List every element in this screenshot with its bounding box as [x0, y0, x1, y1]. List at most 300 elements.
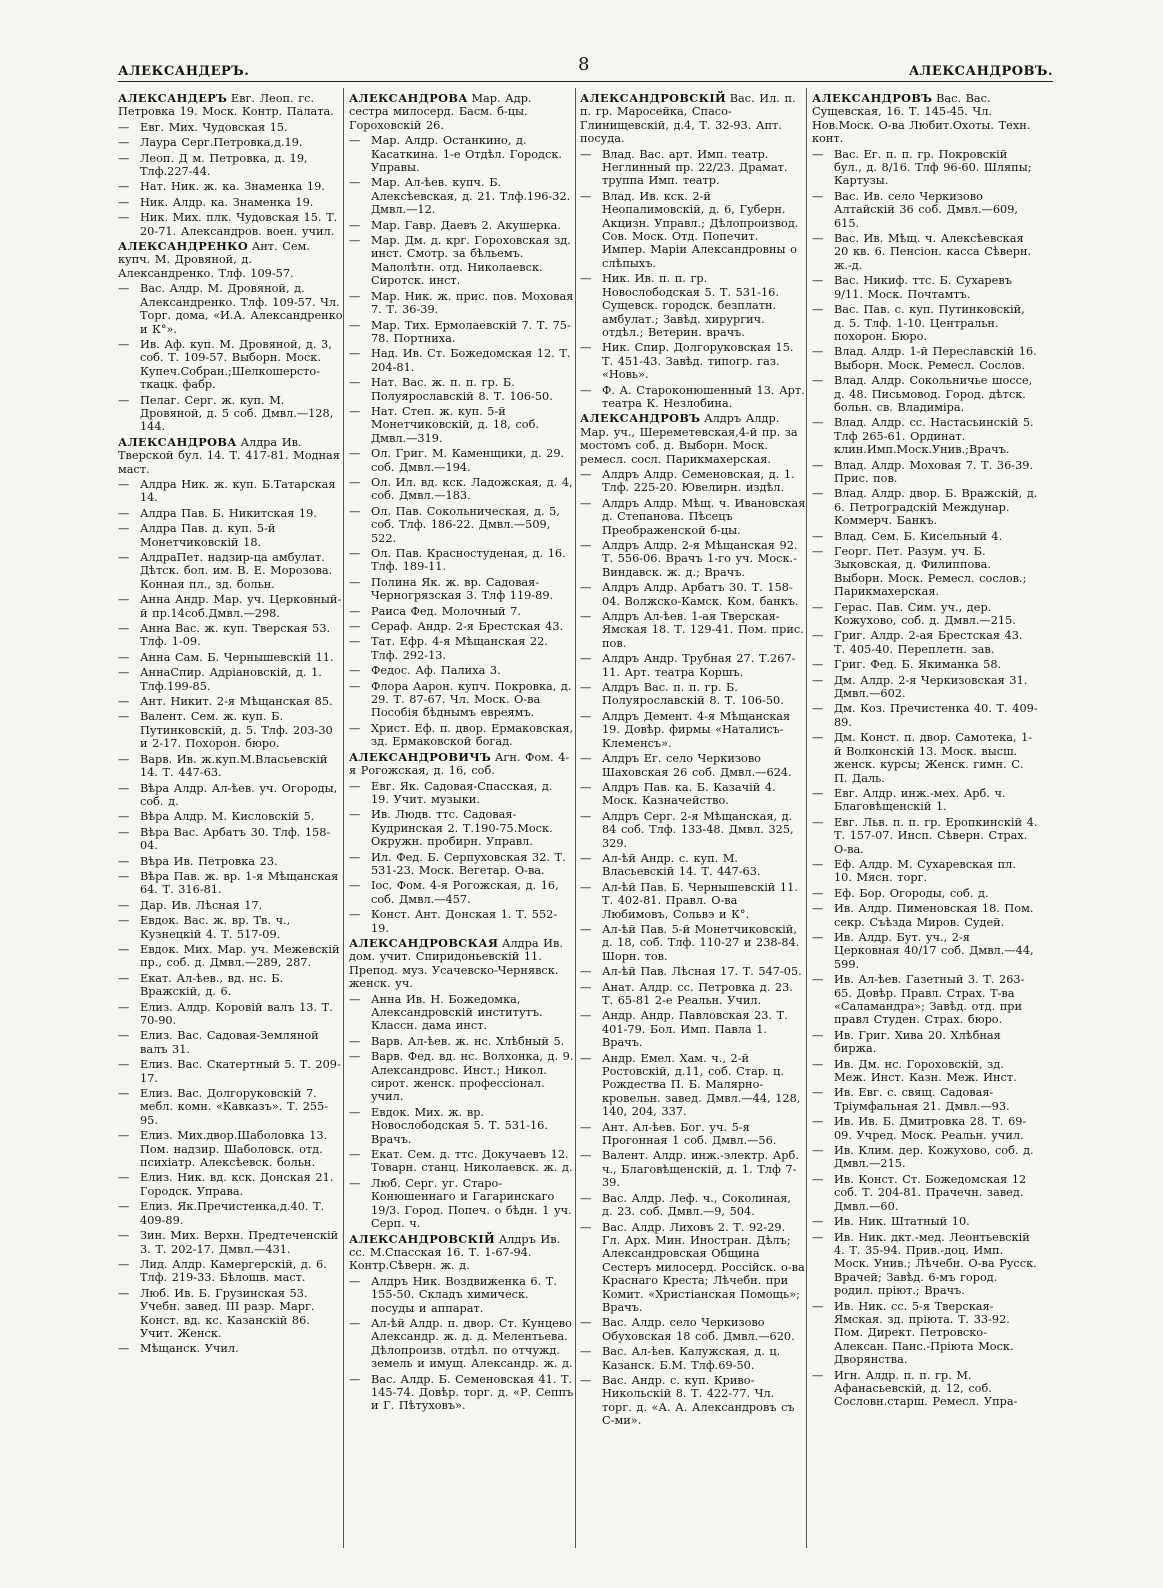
ditto-dash: —: [118, 971, 130, 985]
directory-entry: [812, 416, 1038, 456]
entry-text: Вас. Ег. п. п. гр. Покровскій бул., д. 8/16. Тлф 96-60. Шляпы; Картузы.: [834, 147, 1032, 188]
ditto-dash: —: [580, 1051, 592, 1065]
entry-text: Вас. Андр. с. куп. Криво-Никольскій 8. Т. 422-77. Чл. торг. д. «А. А. Александровъ съ С-ми».: [602, 1373, 795, 1428]
ditto-dash: —: [118, 825, 130, 839]
directory-entry: [118, 121, 344, 134]
entry-text: Мар. Алдр. Останкино, д. Касаткина. 1-е Отдѣл. Городск. Управы.: [371, 134, 562, 175]
directory-entry: [349, 290, 575, 317]
ditto-dash: —: [812, 1215, 824, 1229]
ditto-dash: —: [580, 539, 592, 552]
entry-text: Ив. Ник. дкт.-мед. Леонтьевскій 4. Т. 35-94. Прив.-доц. Имп. Моск. Унив.; Лѣчебн. О-ва Русск. Врачей; Завѣд. 6-мъ город. родил. пріют.; Врачъ.: [834, 1230, 1037, 1298]
ditto-dash: —: [812, 1172, 824, 1186]
column-divider: [806, 88, 807, 1548]
directory-entry: [580, 610, 806, 650]
ditto-dash: —: [349, 1316, 361, 1330]
directory-entry: [580, 1192, 806, 1219]
ditto-dash: —: [812, 886, 824, 900]
entry-text: Дар. Ив. Лѣсная 17.: [140, 898, 263, 912]
ditto-dash: —: [349, 376, 361, 390]
ditto-dash: —: [118, 282, 130, 296]
entry-text: Ив. Клим. дер. Кожухово, соб. д. Дмвл.—215.: [834, 1144, 1034, 1171]
entry-text: Раиса Фед. Молочный 7.: [371, 604, 521, 618]
ditto-dash: —: [812, 600, 824, 614]
entry-text: Екат. Ал-ѣев., вд. нс. Б. Вражскій, д. 6.: [140, 971, 284, 999]
entry-text: Флора Аарон. купч. Покровка, д. 29. Т. 87-67. Чл. Моск. О-ва Пособія бѣднымъ евреямъ.: [371, 679, 572, 720]
directory-entry: [349, 808, 575, 848]
directory-entry: [349, 937, 575, 991]
ditto-dash: —: [812, 786, 824, 800]
ditto-dash: —: [118, 1087, 130, 1101]
directory-entry: [580, 652, 806, 679]
entry-text: Евдок. Мих. Мар. уч. Межевскій пр., соб. д. Дмвл.—289, 287.: [140, 942, 340, 970]
directory-entry: [580, 384, 806, 411]
directory-entry: [580, 852, 806, 879]
entry-text: Влад. Алдр. Сокольничье шоссе, д. 48. Письмовод. Город. дѣтск. больн. св. Владиміра.: [834, 374, 1033, 414]
directory-entry: [812, 190, 1038, 230]
directory-entry: [812, 1369, 1038, 1409]
entry-text: Алдръ Алдр. Мѣщ. ч. Ивановская д. Степанова. Пѣсецъ Преображенской б-цы.: [602, 496, 806, 537]
directory-entry: [349, 908, 575, 935]
directory-entry: [349, 1148, 575, 1175]
ditto-dash: —: [580, 581, 592, 595]
directory-entry: [349, 347, 575, 374]
directory-entry: [118, 1342, 344, 1355]
directory-entry: [812, 1029, 1038, 1056]
directory-entry: [118, 136, 344, 149]
directory-entry: [349, 476, 575, 503]
entry-text: Ант. Сем. купч. М. Дровяной, д. Александренко. Тлф. 109-57.: [118, 240, 310, 280]
ditto-dash: —: [118, 869, 130, 883]
directory-entry: [349, 376, 575, 403]
entry-text: Еф. Алдр. М. Сухаревская пл. 10. Мясн. торг.: [834, 857, 1016, 885]
ditto-dash: —: [812, 529, 824, 543]
ditto-dash: —: [812, 658, 824, 672]
directory-entry: [812, 702, 1038, 729]
entry-text: Ал-ѣй Пав. 5-й Монетчиковскій, д. 18, соб. Тлф. 110-27 и 238-84. Шорн. тов.: [602, 922, 800, 963]
column-divider: [575, 88, 576, 1548]
directory-entry: [812, 629, 1038, 656]
directory-entry: [118, 855, 344, 868]
ditto-dash: —: [812, 930, 824, 944]
ditto-dash: —: [812, 458, 824, 472]
entry-text: Влад. Алдр. сс. Настасьинскій 5. Тлф 265-61. Ординат. клин.Имп.Моск.Унив.;Врачъ.: [834, 416, 1034, 457]
entry-text: Ник. Спир. Долгоруковская 15. Т. 451-43. Завѣд. типогр. газ. «Новь».: [602, 341, 794, 382]
ditto-dash: —: [118, 1058, 130, 1072]
entry-text: Евг. Алдр. инж.-мех. Арб. ч. Благовѣщенскій 1.: [834, 786, 1006, 814]
ditto-dash: —: [812, 629, 824, 643]
directory-entry: [580, 341, 806, 381]
ditto-dash: —: [580, 1149, 592, 1163]
ditto-dash: —: [812, 232, 824, 246]
entry-text: Григ. Алдр. 2-ая Брестская 43. Т. 405-40. Переплетн. зав.: [834, 629, 1023, 656]
surname-heading: АЛЕКСАНДРЕНКО: [118, 239, 249, 254]
surname-heading: АЛЕКСАНДРОВА: [349, 91, 468, 105]
directory-entry: [118, 972, 344, 999]
entry-text: Мар. Адр. сестра милосерд. Басм. б-цы. Гороховскій 26.: [349, 92, 532, 132]
directory-entry: [812, 601, 1038, 628]
directory-entry: [812, 1215, 1038, 1228]
surname-heading: АЛЕКСАНДЕРЪ: [118, 91, 228, 105]
running-head-right: АЛЕКСАНДРОВЪ.: [908, 64, 1053, 79]
entry-text: Анат. Алдр. сс. Петровка д. 23. Т. 65-81 2-е Реальн. Учил.: [602, 980, 793, 1007]
directory-entry: [118, 1258, 344, 1285]
directory-entry: [349, 1317, 575, 1371]
directory-entry: [349, 635, 575, 662]
entry-text: Ив. Григ. Хива 20. Хлѣбная биржа.: [834, 1028, 1001, 1056]
entry-text: Мар. Ник. ж. прис. пов. Моховая 7. Т. 36-39.: [371, 289, 574, 317]
surname-heading: АЛЕКСАНДРОВИЧЪ: [349, 749, 492, 764]
entry-text: Вѣра Алдр. М. Кисловскій 5.: [140, 810, 315, 824]
entry-text: Ол. Пав. Красностуденая, д. 16. Тлф. 189-11.: [371, 547, 566, 574]
entry-text: Ник. Ив. п. п. гр. Новослободская 5. Т. 531-16. Сущевск. городск. безплатн. амбулат.; Завѣд. хирургич. отдѣл.; Ветерин. врачъ.: [602, 272, 779, 339]
ditto-dash: —: [812, 1115, 824, 1129]
ditto-dash: —: [349, 850, 361, 864]
entry-text: Елиз. Мих.двор.Шаболовка 13. Пом. надзир. Шаболовск. отд. психіатр. Алексѣевск. больн.: [140, 1129, 328, 1170]
directory-entry: [580, 1149, 806, 1189]
ditto-dash: —: [580, 880, 592, 894]
ditto-dash: —: [349, 575, 361, 589]
ditto-dash: —: [812, 189, 824, 203]
entry-text: Люб. Серг. уг. Старо-Конюшеннаго и Гагаринскаго 19/3. Город. Попеч. о бѣдн. 1 уч. Серп. ч.: [371, 1176, 572, 1231]
entry-text: Влад. Алдр. 1-й Переславскій 16. Выборн. Моск. Ремесл. Сослов.: [834, 345, 1037, 372]
directory-entry: [118, 152, 344, 179]
ditto-dash: —: [580, 383, 592, 397]
entry-text: Алдръ Ал-ѣев. 1-ая Тверская-Ямская 18. Т. 129-41. Пом. прис. пов.: [602, 610, 804, 650]
entry-text: Алдра Пав. Б. Никитская 19.: [140, 506, 317, 520]
ditto-dash: —: [118, 1257, 130, 1271]
ditto-dash: —: [118, 151, 130, 165]
entry-text: Влад. Вас. арт. Имп. театр. Неглинный пр. 22/23. Драмат. труппа Имп. театр.: [602, 147, 788, 188]
entry-text: Елиз. Вас. Долгоруковскій 7. мебл. комн. «Кавказъ». Т. 255-95.: [140, 1087, 329, 1127]
directory-entry: [118, 551, 344, 591]
directory-entry: [580, 781, 806, 808]
entry-text: Елиз. Вас. Садовая-Земляной валъ 31.: [140, 1029, 319, 1056]
directory-entry: [349, 722, 575, 749]
entry-text: Пелаг. Серг. ж. куп. М. Дровяной, д. 5 соб. Дмвл.—128, 144.: [140, 393, 334, 434]
ditto-dash: —: [118, 781, 130, 795]
entry-text: Мар. Тих. Ермолаевскій 7. Т. 75-78. Портниха.: [371, 318, 571, 345]
entry-text: Вас. Алдр. Б. Семеновская 41. Т. 145-74. Довѣр. торг. д. «Р. Сеппъ и Г. Пѣтуховъ».: [371, 1372, 574, 1413]
directory-entry: [580, 1052, 806, 1119]
ditto-dash: —: [349, 134, 361, 148]
ditto-dash: —: [349, 908, 361, 922]
directory-entry: [118, 92, 344, 119]
directory-entry: [349, 1050, 575, 1104]
ditto-dash: —: [349, 218, 361, 232]
directory-entry: [349, 851, 575, 878]
directory-entry: [812, 902, 1038, 929]
entry-text: Алдръ Ег. село Черкизово Шаховская 26 соб. Дмвл.—624.: [602, 752, 792, 779]
ditto-dash: —: [580, 1345, 592, 1359]
entry-text: Мѣщанск. Учил.: [140, 1342, 239, 1356]
entry-text: Алдръ Ник. Воздвиженка 6. Т. 155-50. Складъ химическ. посуды и аппарат.: [371, 1274, 557, 1315]
header-rule: [118, 81, 1053, 82]
ditto-dash: —: [118, 650, 130, 664]
entry-text: Елиз. Як.Пречистенка,д.40. Т. 409-89.: [140, 1200, 325, 1227]
directory-entry: [349, 176, 575, 216]
directory-entry: [349, 1035, 575, 1048]
directory-entry: [118, 826, 344, 853]
ditto-dash: —: [349, 347, 361, 361]
ditto-dash: —: [349, 604, 361, 618]
ditto-dash: —: [349, 679, 361, 693]
directory-entry: [118, 1129, 344, 1169]
entry-text: Ник. Алдр. ка. Знаменка 19.: [140, 195, 314, 209]
ditto-dash: —: [118, 1229, 130, 1243]
ditto-dash: —: [349, 318, 361, 332]
entry-text: АннаСпир. Адріановскій, д. 1. Тлф.199-85.: [140, 666, 322, 693]
entry-text: Ив. Аф. куп. М. Дровяной, д. 3, соб. Т. 109-57. Выборн. Моск. Купеч.Собран.;Шелкошерсто-ткацк. фабр.: [140, 337, 332, 392]
directory-entry: [580, 581, 806, 608]
ditto-dash: —: [118, 898, 130, 912]
entry-text: Зин. Мих. Верхн. Предтеченскій 3. Т. 202-17. Дмвл.—431.: [140, 1229, 339, 1256]
directory-entry: [118, 1087, 344, 1127]
entry-text: Екат. Сем. д. ттс. Докучаевъ 12. Товарн. станц. Николаевск. ж. д.: [371, 1148, 573, 1175]
directory-entry: [812, 345, 1038, 372]
directory-entry: [580, 1345, 806, 1372]
entry-text: Вас. Пав. с. куп. Путинковскій, д. 5. Тлф. 1-10. Центральн. похорон. Бюро.: [834, 303, 1025, 343]
directory-entry: [118, 914, 344, 941]
entry-text: Еф. Бор. Огороды, соб. д.: [834, 886, 989, 900]
directory-entry: [580, 981, 806, 1008]
surname-heading: АЛЕКСАНДРОВСКІЙ: [349, 1231, 496, 1246]
directory-entry: [349, 1233, 575, 1273]
entry-text: Вас. Алдр. село Черкизово Обуховская 18 соб. Дмвл.—620.: [602, 1316, 795, 1343]
entry-text: Леоп. Д м. Петровка, д. 19, Тлф.227-44.: [140, 151, 308, 179]
directory-entry: [812, 731, 1038, 785]
ditto-dash: —: [349, 289, 361, 303]
column-4: [812, 92, 1038, 1411]
ditto-dash: —: [580, 922, 592, 936]
ditto-dash: —: [118, 136, 130, 150]
directory-entry: [580, 539, 806, 579]
ditto-dash: —: [812, 545, 824, 558]
directory-entry: [118, 1029, 344, 1056]
entry-text: Евдок. Мих. ж. вр. Новослободская 5. Т. 531-16. Врачъ.: [371, 1105, 548, 1146]
entry-text: Ант. Ал-ѣев. Бог. уч. 5-я Прогонная 1 соб. Дмвл.—56.: [602, 1120, 777, 1148]
ditto-dash: —: [580, 1316, 592, 1330]
entry-text: Влад. Алдр. двор. Б. Вражскій, д. 6. Петроградскій Междунар. Коммерч. Банкъ.: [834, 487, 1038, 528]
entry-text: Ив. Ник. Штатный 10.: [834, 1215, 970, 1229]
entry-text: Вас. Никиф. ттс. Б. Сухаревъ 9/11. Моск. Почтамтъ.: [834, 274, 1012, 301]
entry-text: Ив. Ив. Б. Дмитровка 28. Т. 69-09. Учред. Моск. Реальн. учил.: [834, 1115, 1027, 1142]
directory-entry: [118, 436, 344, 476]
directory-entry: [812, 1086, 1038, 1113]
entry-text: Вѣра Вас. Арбатъ 30. Тлф. 158-04.: [140, 825, 331, 853]
ditto-dash: —: [118, 211, 130, 225]
directory-entry: [118, 522, 344, 549]
directory-entry: [118, 180, 344, 193]
entry-text: Ив. Алдр. Бут. уч., 2-я Церковная 40/17 соб. Дмвл.—44, 599.: [834, 930, 1034, 971]
directory-entry: [812, 303, 1038, 343]
ditto-dash: —: [580, 1191, 592, 1205]
directory-entry: [118, 753, 344, 780]
ditto-dash: —: [580, 1009, 592, 1023]
ditto-dash: —: [812, 673, 824, 687]
directory-entry: [812, 1173, 1038, 1213]
directory-entry: [812, 816, 1038, 856]
ditto-dash: —: [118, 1342, 130, 1356]
directory-entry: [118, 1058, 344, 1085]
directory-entry: [580, 881, 806, 921]
ditto-dash: —: [349, 504, 361, 518]
directory-entry: [812, 931, 1038, 971]
directory-entry: [580, 497, 806, 537]
entry-text: Влад. Сем. Б. Кисельный 4.: [834, 529, 1003, 543]
entry-text: Валент. Алдр. инж.-электр. Арб. ч., Благовѣщенскій, д. 1. Тлф 7-39.: [602, 1149, 799, 1190]
directory-entry: [812, 459, 1038, 486]
entry-text: Ол. Ил. вд. кск. Ладожская, д. 4, соб. Дмвл.—183.: [371, 475, 573, 503]
entry-text: Вас. Ив. Мѣщ. ч. Алексѣевская 20 кв. 6. Пенсіон. касса Сѣверн. ж.-д.: [834, 232, 1032, 272]
entry-text: Анна Андр. Мар. уч. Церковный-й пр.14соб.Дмвл.—298.: [140, 593, 342, 620]
entry-text: Вас. Вас. Сущевская, 16. Т. 145-45. Чл. Нов.Моск. О-ва Любит.Охоты. Техн. конт.: [812, 92, 1031, 146]
entry-text: Нат. Степ. ж. куп. 5-й Монетчиковскій, д. 18, соб. Дмвл.—319.: [371, 404, 539, 445]
directory-entry: [118, 240, 344, 280]
directory-entry: [349, 1275, 575, 1315]
entry-text: Алдръ Алдр. Семеновская, д. 1. Тлф. 225-20. Ювелирн. издѣл.: [602, 467, 795, 495]
ditto-dash: —: [580, 752, 592, 766]
directory-entry: [118, 695, 344, 708]
entry-text: Алдра Пав. д. куп. 5-й Монетчиковскій 18.: [140, 522, 276, 549]
entry-text: Вас. Ив. село Черкизово Алтайскій 36 соб. Дмвл.—609, 615.: [834, 189, 1018, 230]
directory-entry: [118, 211, 344, 238]
directory-entry: [118, 710, 344, 750]
directory-entry: [812, 92, 1038, 146]
ditto-dash: —: [812, 702, 824, 716]
surname-heading: АЛЕКСАНДРОВСКІЙ: [580, 91, 727, 105]
directory-entry: [349, 1106, 575, 1146]
directory-entry: [580, 190, 806, 270]
page-header: [118, 54, 1053, 82]
entry-text: Влад. Ив. кск. 2-й Неопалимовскій, д. 6, Губерн. Акцизн. Управл.; Дѣлопроизвод. Сов. Моск. Отд. Попечит. Импер. Маріи Александровны о слѣпыхъ.: [602, 189, 799, 270]
surname-heading: АЛЕКСАНДРОВА: [118, 434, 237, 449]
ditto-dash: —: [812, 973, 824, 987]
directory-entry: [118, 651, 344, 664]
ditto-dash: —: [349, 447, 361, 461]
entry-text: Андр. Андр. Павловская 23. Т. 401-79. Бол. Имп. Павла 1. Врачъ.: [602, 1009, 788, 1050]
ditto-dash: —: [580, 189, 592, 203]
directory-entry: [118, 1229, 344, 1256]
entry-text: Варв. Фед. вд. нс. Волхонка, д. 9. Александровс. Инст.; Никол. сирот. женск. профессіонал. учил.: [371, 1050, 574, 1104]
ditto-dash: —: [349, 1050, 361, 1064]
directory-entry: [349, 219, 575, 232]
column-1: [118, 92, 344, 1358]
ditto-dash: —: [349, 779, 361, 793]
entry-text: Лаура Серг.Петровка,д.19.: [140, 136, 303, 150]
ditto-dash: —: [812, 815, 824, 829]
surname-heading: АЛЕКСАНДРОВЪ: [812, 91, 933, 105]
directory-entry: [349, 319, 575, 346]
column-3: [580, 92, 806, 1430]
directory-entry: [349, 780, 575, 807]
entry-text: Ал-ѣй Пав. Лѣсная 17. Т. 547-05.: [602, 965, 802, 979]
ditto-dash: —: [580, 341, 592, 355]
ditto-dash: —: [580, 652, 592, 666]
entry-text: Евг. Льв. п. п. гр. Еропкинскій 4. Т. 157-07. Инсп. Сѣверн. Страх. О-ва.: [834, 815, 1038, 856]
ditto-dash: —: [580, 1120, 592, 1134]
entry-text: Алдръ Демент. 4-я Мѣщанская 19. Довѣр. фирмы «Наталисъ-Клеменсъ».: [602, 709, 791, 750]
directory-entry: [580, 1121, 806, 1148]
directory-entry: [812, 973, 1038, 1027]
surname-heading: АЛЕКСАНДРОВСКАЯ: [349, 935, 499, 950]
ditto-dash: —: [118, 195, 130, 209]
directory-entry: [812, 274, 1038, 301]
surname-heading: АЛЕКСАНДРОВЪ: [580, 411, 701, 426]
entry-text: Алдра Ив. дом. учит. Спиридоньевскій 11. Препод. муз. Усачевско-Чернявск. женск. уч.: [349, 936, 563, 991]
directory-entry: [349, 993, 575, 1033]
entry-text: Нат. Ник. ж. ка. Знаменка 19.: [140, 180, 325, 194]
ditto-dash: —: [349, 1148, 361, 1162]
entry-text: Агн. Фом. 4-я Рогожская, д. 16, соб.: [349, 750, 570, 778]
ditto-dash: —: [580, 496, 592, 510]
directory-entry: [118, 782, 344, 809]
entry-text: Дм. Коз. Пречистенка 40. Т. 409-89.: [834, 702, 1038, 729]
ditto-dash: —: [118, 477, 130, 491]
entry-text: Алдръ Андр. Трубная 27. Т.267-11. Арт. театра Коршъ.: [602, 652, 796, 679]
directory-entry: [349, 234, 575, 288]
ditto-dash: —: [812, 147, 824, 161]
entry-text: Алдръ Вас. п. п. гр. Б. Полуярославскій 8. Т. 106-50.: [602, 681, 784, 708]
entry-text: Ал-ѣй Алдр. п. двор. Ст. Кунцево Александр. ж. д. д. Мелентьева. Дѣлопроизв. отдѣл. по отчужд. земель и имущ. Александр. ж. д.: [371, 1316, 573, 1371]
directory-entry: [118, 196, 344, 209]
directory-entry: [349, 447, 575, 474]
directory-entry: [580, 148, 806, 188]
entry-text: Алдра Ив. Тверской бул. 14. Т. 417-81. Модная маст.: [118, 435, 340, 476]
entry-text: Ив. Ник. сс. 5-я Тверская-Ямская. зд. пріюта. Т. 33-92. Пом. Директ. Петровско-Алексан. Панс.-Пріюта Моск. Дворянства.: [834, 1299, 1014, 1367]
directory-entry: [118, 943, 344, 970]
directory-entry: [349, 547, 575, 574]
ditto-dash: —: [812, 303, 824, 317]
ditto-dash: —: [580, 1373, 592, 1387]
ditto-dash: —: [812, 1299, 824, 1313]
directory-entry: [580, 965, 806, 978]
directory-entry: [812, 530, 1038, 543]
entry-text: Анна Вас. ж. куп. Тверская 53. Тлф. 1-09.: [140, 622, 331, 649]
ditto-dash: —: [349, 879, 361, 893]
ditto-dash: —: [812, 1057, 824, 1071]
ditto-dash: —: [812, 274, 824, 288]
ditto-dash: —: [118, 752, 130, 766]
directory-entry: [812, 858, 1038, 885]
ditto-dash: —: [118, 522, 130, 536]
directory-entry: [118, 870, 344, 897]
ditto-dash: —: [812, 1028, 824, 1042]
ditto-dash: —: [118, 551, 130, 564]
entry-text: Евдок. Вас. ж. вр. Тв. ч., Кузнецкій 4. Т. 517-09.: [140, 914, 291, 941]
entry-text: Евг. Як. Садовая-Спасская, д. 19. Учит. музыки.: [371, 779, 553, 806]
directory-entry: [812, 1115, 1038, 1142]
directory-entry: [580, 923, 806, 963]
directory-entry: [118, 810, 344, 823]
entry-text: Вас. Ал-ѣев. Калужская, д. ц. Казанск. Б.М. Тлф.69-50.: [602, 1345, 781, 1372]
directory-entry: [812, 1144, 1038, 1171]
entry-text: Над. Ив. Ст. Божедомская 12. Т. 204-81.: [371, 347, 571, 374]
entry-text: Ол. Григ. М. Каменщики, д. 29. соб. Дмвл.—194.: [371, 447, 565, 474]
entry-text: Ник. Мих. плк. Чудовская 15. Т. 20-71. Александров. воен. учил.: [140, 211, 338, 238]
entry-text: Тат. Ефр. 4-я Мѣщанская 22. Тлф. 292-13.: [371, 635, 548, 662]
directory-entry: [580, 92, 806, 146]
entry-text: Ив. Евг. с. свящ. Садовая-Тріумфальная 21. Дмвл.—93.: [834, 1086, 1010, 1113]
ditto-dash: —: [118, 854, 130, 868]
directory-entry: [812, 1231, 1038, 1298]
entry-text: Ил. Фед. Б. Серпуховская 32. Т. 531-23. Моск. Вегетар. О-ва.: [371, 850, 566, 877]
entry-text: Алдръ Пав. ка. Б. Казачій 4. Моск. Казначейство.: [602, 780, 776, 808]
entry-text: Ив. Алдр. Пименовская 18. Пом. секр. Съѣзда Миров. Судей.: [834, 902, 1034, 929]
entry-text: АлдраПет. надзир-ца амбулат. Дѣтск. бол. им. В. Е. Морозова. Конная пл., зд. больн.: [140, 551, 333, 591]
entry-text: Варв. Ив. ж.куп.М.Власьевскій 14. Т. 447-63.: [140, 752, 328, 780]
ditto-dash: —: [349, 992, 361, 1006]
directory-entry: [812, 148, 1038, 188]
